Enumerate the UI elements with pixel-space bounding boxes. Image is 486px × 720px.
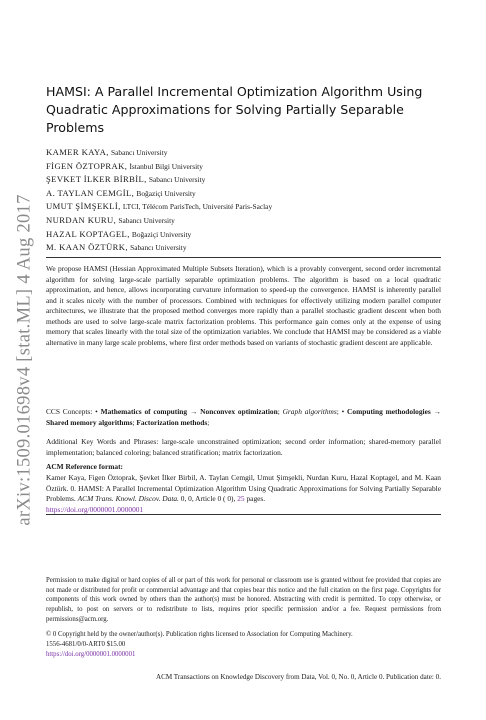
author-affiliation: LTCI, Télécom ParisTech, Université Paris-Saclay: [122, 202, 273, 212]
author-affiliation: Sabancı University: [110, 148, 168, 157]
author-affiliation: Sabancı University: [118, 215, 175, 225]
footer-doi-link[interactable]: https://doi.org/0000001.0000001: [46, 651, 136, 658]
author-affiliation: Boğaziçi University: [131, 229, 192, 239]
author-item: [46, 146, 272, 160]
ccs-concept: Computing methodologies: [347, 407, 431, 416]
ccs-arrow: →: [187, 407, 201, 416]
acm-reference-text: Kamer Kaya, Figen Öztoprak, Şevket İlker Birbil, A. Taylan Cemgil, Umut Şimşekli, Nurdan Kuru, Hazal Koptagel, and M. Kaan Öztürk. 0. HAMSI: A Parallel Incremental Optimization Algorithm Using Quadratic Approximations for Solving Partially Separable Problems.: [46, 473, 441, 503]
ccs-label: CCS Concepts: •: [46, 407, 98, 416]
author-name: UMUT ŞİMŞEKLİ,: [46, 201, 121, 212]
ccs-concept: Factorization methods: [136, 417, 208, 427]
ccs-concepts: CCS Concepts: • Mathematics of computing → Nonconvex optimization; Graph algorithms; • Computing methodologies → Shared memory algorithms; Factorization methods;: [46, 407, 441, 427]
author-list: [46, 146, 272, 255]
author-item: [46, 160, 272, 174]
author-affiliation: Boğaziçi University: [136, 188, 196, 198]
author-name: A. TAYLAN CEMGİL,: [46, 187, 135, 198]
author-name: KAMER KAYA,: [46, 147, 109, 157]
acm-reference-heading: ACM Reference format:: [46, 462, 124, 471]
author-name: FİGEN ÖZTOPRAK,: [46, 160, 128, 171]
abstract-text: We propose HAMSI (Hessian Approximated Multiple Subsets Iteration), which is a provably convergent, second order incremental algorithm for solving large-scale partially separable optimization problems. The algorithm is based on a local quadratic approximation, and hence, allows incorporating curvature information to speed-up the convergence. HAMSI is inherently parallel and it scales nicely with the number of processors. Combined with techniques for effectively utilizing modern parallel computer architectures, we illustrate that the proposed method converges more rapidly than a parallel stochastic gradient descent when both methods are used to solve large-scale matrix factorization problems. This performance gain comes only at the expense of using memory that scales linearly with the total size of the optimization variables. We conclude that HAMSI may be considered as a viable alternative in many large scale problems, where first order methods based on variants of stochastic gradient descent are applicable.: [46, 264, 441, 347]
author-item: [46, 200, 272, 214]
author-affiliation: Sabancı University: [130, 243, 187, 253]
author-item: [46, 214, 272, 228]
ccs-separator: ; •: [336, 407, 345, 416]
running-footer: ACM Transactions on Knowledge Discovery from Data, Vol. 0, No. 0, Article 0. Publication date: 0.: [155, 673, 441, 681]
copyright-notice: © 0 Copyright held by the owner/author(s). Publication rights licensed to Association for Computing Machinery.: [46, 631, 353, 638]
acm-reference-volume: 0, 0, Article 0 ( 0),: [178, 494, 236, 503]
ccs-concept: Nonconvex optimization: [200, 407, 278, 416]
author-item: [46, 173, 272, 187]
author-affiliation: İstanbul Bilgi University: [129, 161, 203, 171]
author-name: M. KAAN ÖZTÜRK,: [46, 242, 128, 253]
abstract-bottom-rule: [46, 514, 441, 515]
ccs-arrow: →: [430, 407, 441, 416]
author-name: HAZAL KOPTAGEL,: [46, 228, 130, 239]
abstract-top-rule: [46, 257, 441, 258]
author-name: ŞEVKET İLKER BİRBİL,: [46, 174, 147, 185]
paper-title: HAMSI: A Parallel Incremental Optimization Algorithm Using Quadratic Approximations for Solving Partially Separable Problems: [46, 84, 423, 135]
arxiv-identifier[interactable]: arXiv:1509.01698v4 [stat.ML] 4 Aug 2017: [14, 194, 35, 526]
author-item: [46, 187, 272, 201]
ccs-concept: Mathematics of computing: [100, 407, 188, 416]
ccs-concept: Shared memory algorithms: [46, 417, 133, 427]
arxiv-sidebar: [10, 140, 40, 580]
author-affiliation: Sabancı University: [148, 175, 206, 185]
ccs-concept: Graph algorithms: [282, 407, 337, 416]
pages-link[interactable]: 25: [237, 494, 245, 503]
acm-reference: [46, 473, 441, 515]
keywords: Additional Key Words and Phrases: large-scale unconstrained optimization; second order information; shared-memory parallel implementation; balanced coloring; balanced stratification; matrix factorization.: [46, 437, 441, 457]
pages-text: pages.: [244, 494, 266, 503]
doi-link[interactable]: https://doi.org/0000001.0000001: [46, 504, 144, 514]
author-name: NURDAN KURU,: [46, 214, 117, 225]
author-item: [46, 241, 272, 255]
author-item: [46, 228, 272, 242]
acm-reference-journal: ACM Trans. Knowl. Discov. Data.: [77, 494, 179, 503]
permission-notice: Permission to make digital or hard copies of all or part of this work for personal or classroom use is granted without fee provided that copies are not made or distributed for profit or commercial advantage and that copies bear this notice and the full citation on the first page. Copyrights for components of this work owned by others than the author(s) must be honored. Abstracting with credit is permitted. To copy otherwise, or republish, to post on servers or to redistribute to lists, requires prior specific permission and/or a fee. Request permissions from permissions@acm.org.: [46, 577, 441, 623]
issn-line: 1556-4681/0/0-ART0 $15.00: [46, 641, 126, 648]
